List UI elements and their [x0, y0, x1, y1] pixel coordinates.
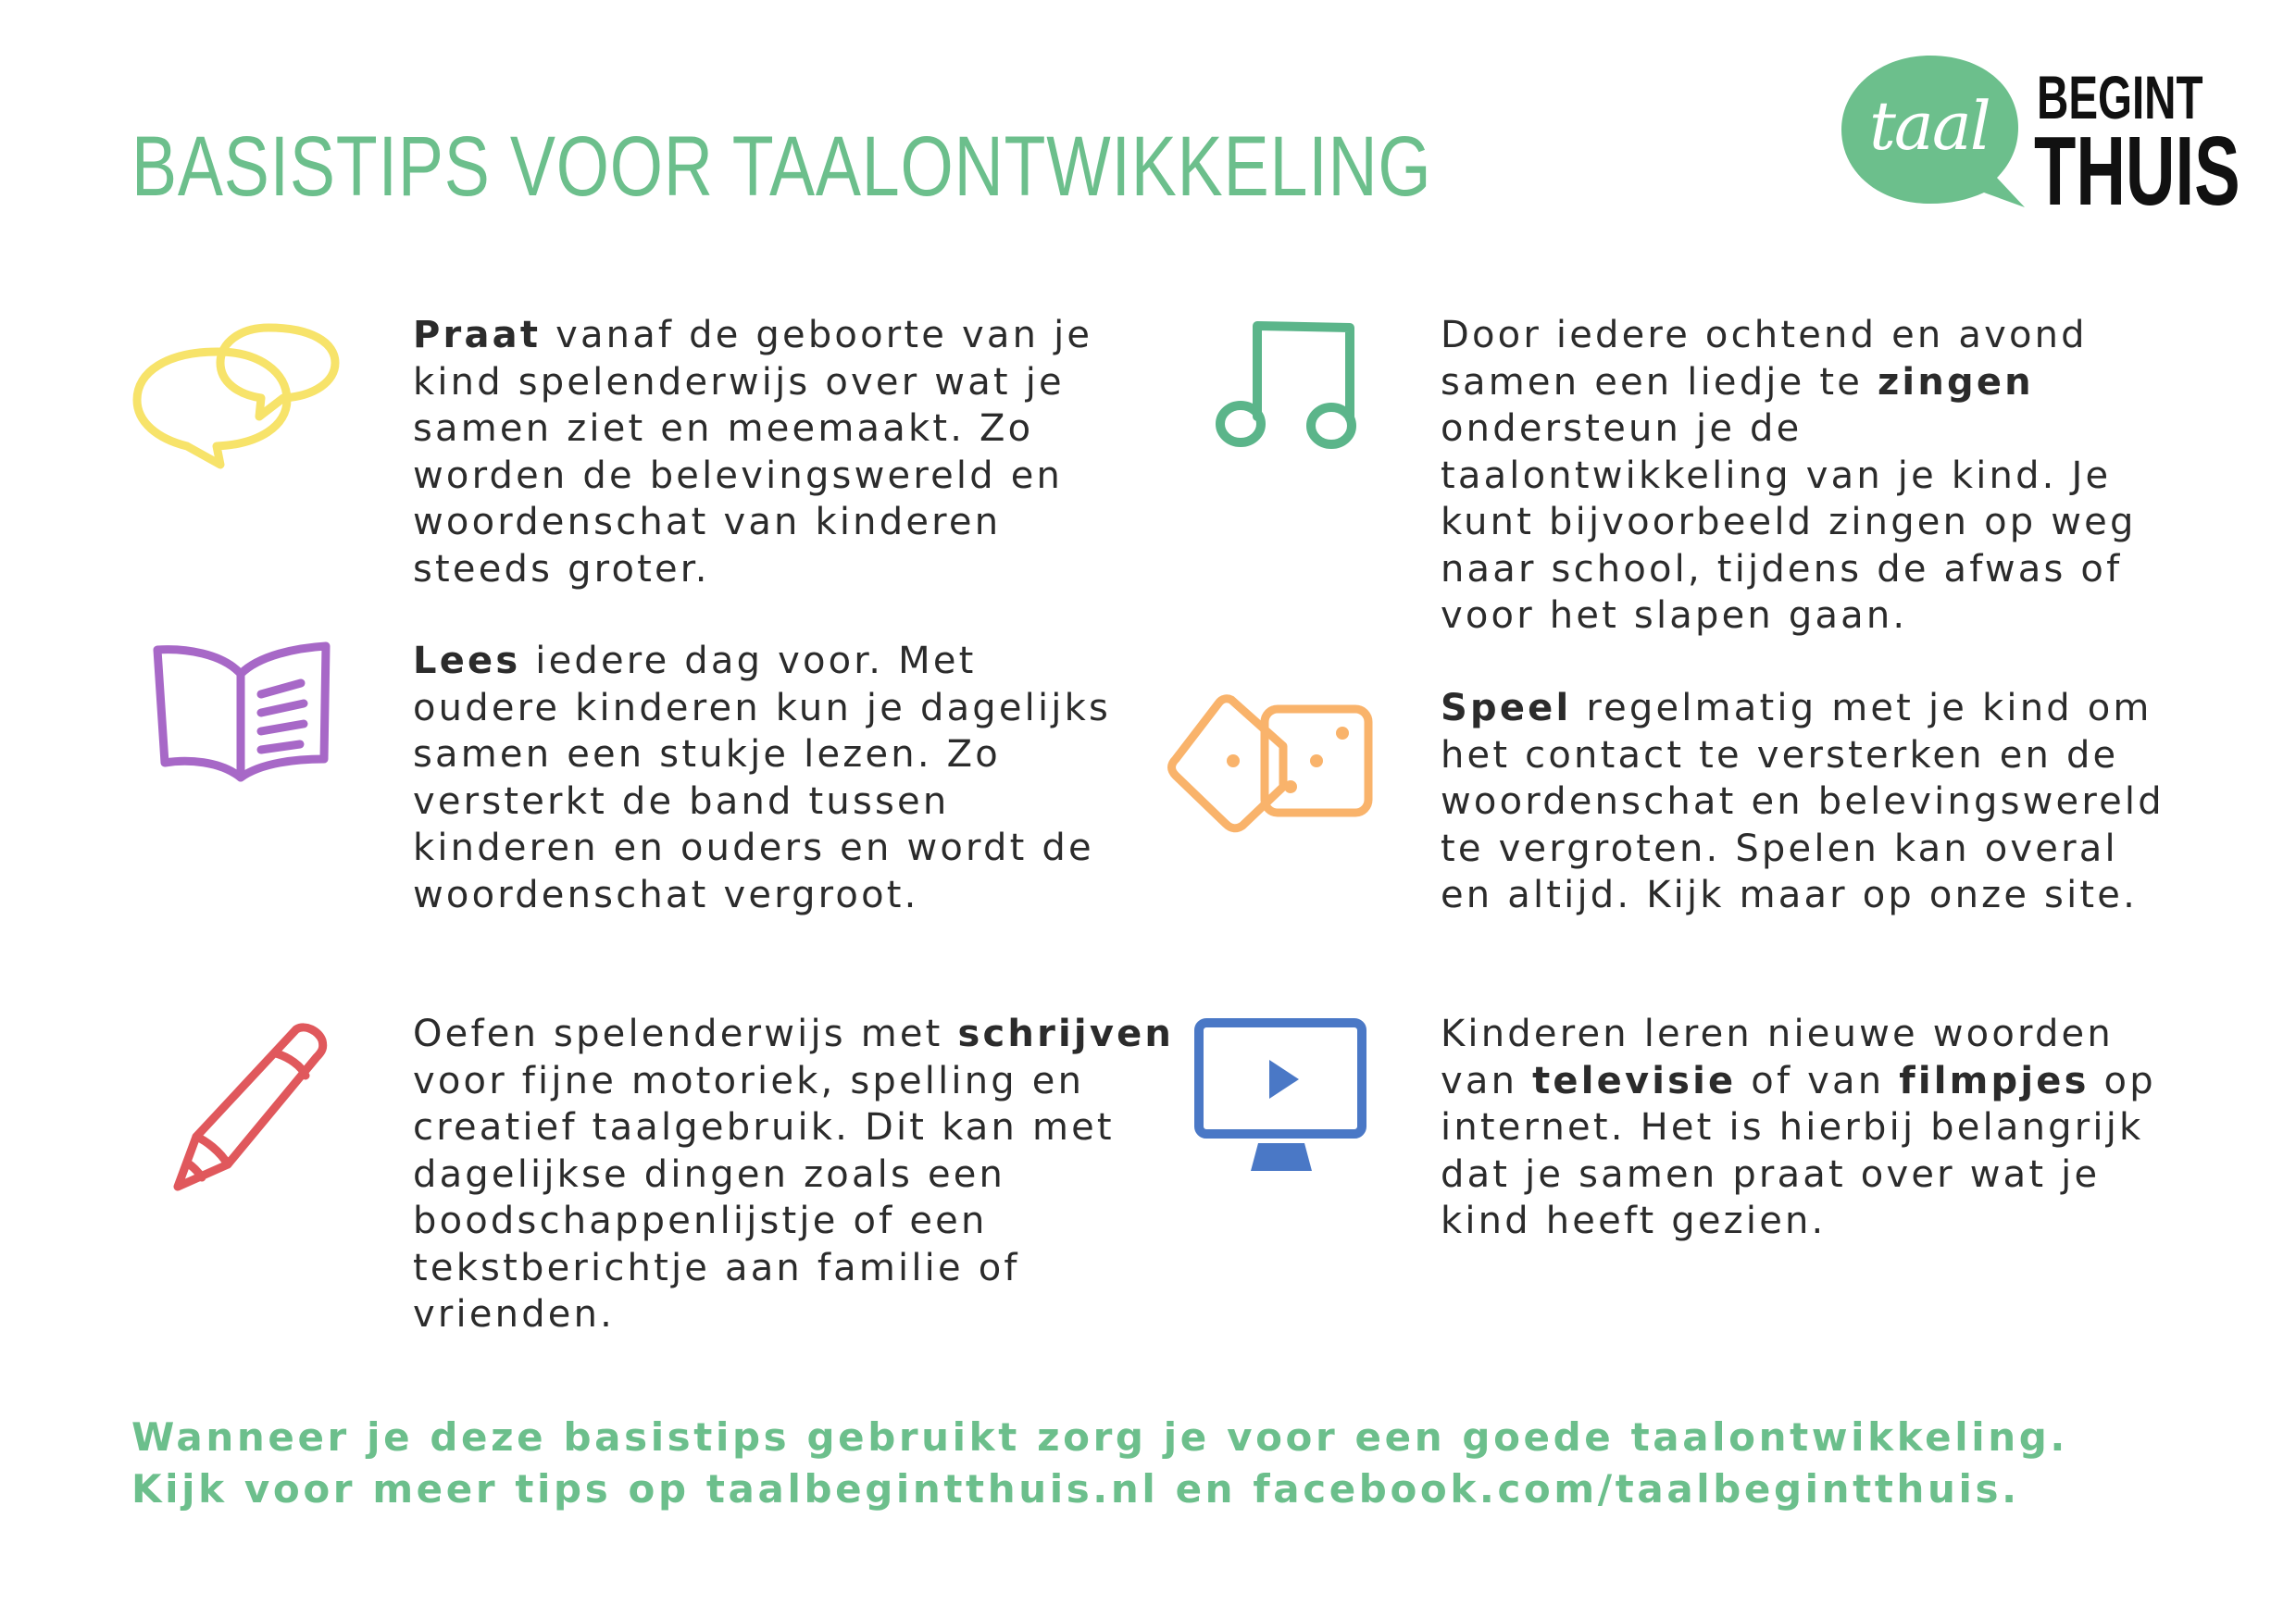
footer-note — [131, 1412, 2068, 1515]
tip-lees-text: iedere dag voor. Met oudere kinderen kun je dagelijks samen een stukje lezen. Zo versterkt de band tussen kinderen en ouders en wordt de woordenschat vergroot. — [413, 640, 1112, 916]
music-note-icon — [1213, 315, 1361, 454]
open-book-icon — [148, 639, 333, 787]
tip-lees — [413, 638, 1135, 918]
tip-televisie-keyword-2: filmpjes — [1899, 1059, 2090, 1102]
tip-zingen-intro: Door iedere ochtend en avond samen een liedje te — [1441, 314, 2088, 404]
tip-praat-keyword: Praat — [413, 314, 542, 356]
tip-praat-text: vanaf de geboorte van je kind spelenderwijs over wat je samen ziet en meemaakt. Zo worden de belevingswereld en woordenschat van kinderen steeds groter. — [413, 314, 1093, 591]
tip-schrijven-text: voor fijne motoriek, spelling en creatief taalgebruik. Dit kan met dagelijkse dingen zoals een boodschappenlijstje of een tekstberichtje aan familie of vrienden. — [413, 1059, 1115, 1336]
tv-play-icon — [1190, 1014, 1375, 1176]
tip-televisie — [1441, 1011, 2181, 1245]
dice-icon — [1167, 694, 1379, 833]
tip-lees-keyword: Lees — [413, 640, 521, 682]
taal-begint-thuis-logo — [1828, 48, 2245, 224]
page-title: BASISTIPS VOOR TAALONTWIKKELING — [131, 119, 1432, 214]
tip-televisie-text: op internet. Het is hierbij belangrijk dat je samen praat over wat je kind heeft gezien. — [1441, 1059, 2156, 1242]
pencil-icon — [167, 1018, 333, 1194]
tip-speel — [1441, 685, 2181, 919]
tip-schrijven-intro: Oefen spelenderwijs met — [413, 1013, 958, 1055]
tip-zingen-keyword: zingen — [1877, 360, 2034, 404]
speech-bubbles-icon — [130, 315, 343, 477]
footer-line-1: Wanneer je deze basistips gebruikt zorg je voor een goede taalontwikkeling. — [131, 1414, 2068, 1460]
tip-televisie-keyword: televisie — [1532, 1059, 1737, 1102]
logo-word-begint: BEGINT — [2037, 63, 2203, 131]
logo-word-thuis: THUIS — [2034, 117, 2240, 226]
logo-word-taal: taal — [1869, 87, 1990, 165]
tip-schrijven — [413, 1011, 1181, 1338]
tip-praat — [413, 312, 1154, 592]
tip-speel-text: regelmatig met je kind om het contact te versterken en de woordenschat en belevingswereld te vergroten. Spelen kan overal en altijd. Kijk maar op onze site. — [1441, 687, 2165, 916]
footer-line-2: Kijk voor meer tips op taalbegintthuis.nl en facebook.com/taalbegintthuis. — [131, 1466, 2020, 1512]
tip-zingen — [1441, 312, 2163, 640]
tip-zingen-text: ondersteun je de taalontwikkeling van je kind. Je kunt bijvoorbeeld zingen op weg naar school, tijdens de afwas of voor het slapen gaan. — [1441, 407, 2137, 637]
tip-televisie-mid: of van — [1736, 1059, 1900, 1102]
tip-schrijven-keyword: schrijven — [957, 1013, 1175, 1055]
tip-televisie-intro: Kinderen leren nieuwe woorden van — [1441, 1013, 2114, 1102]
tip-speel-keyword: Speel — [1441, 687, 1572, 729]
